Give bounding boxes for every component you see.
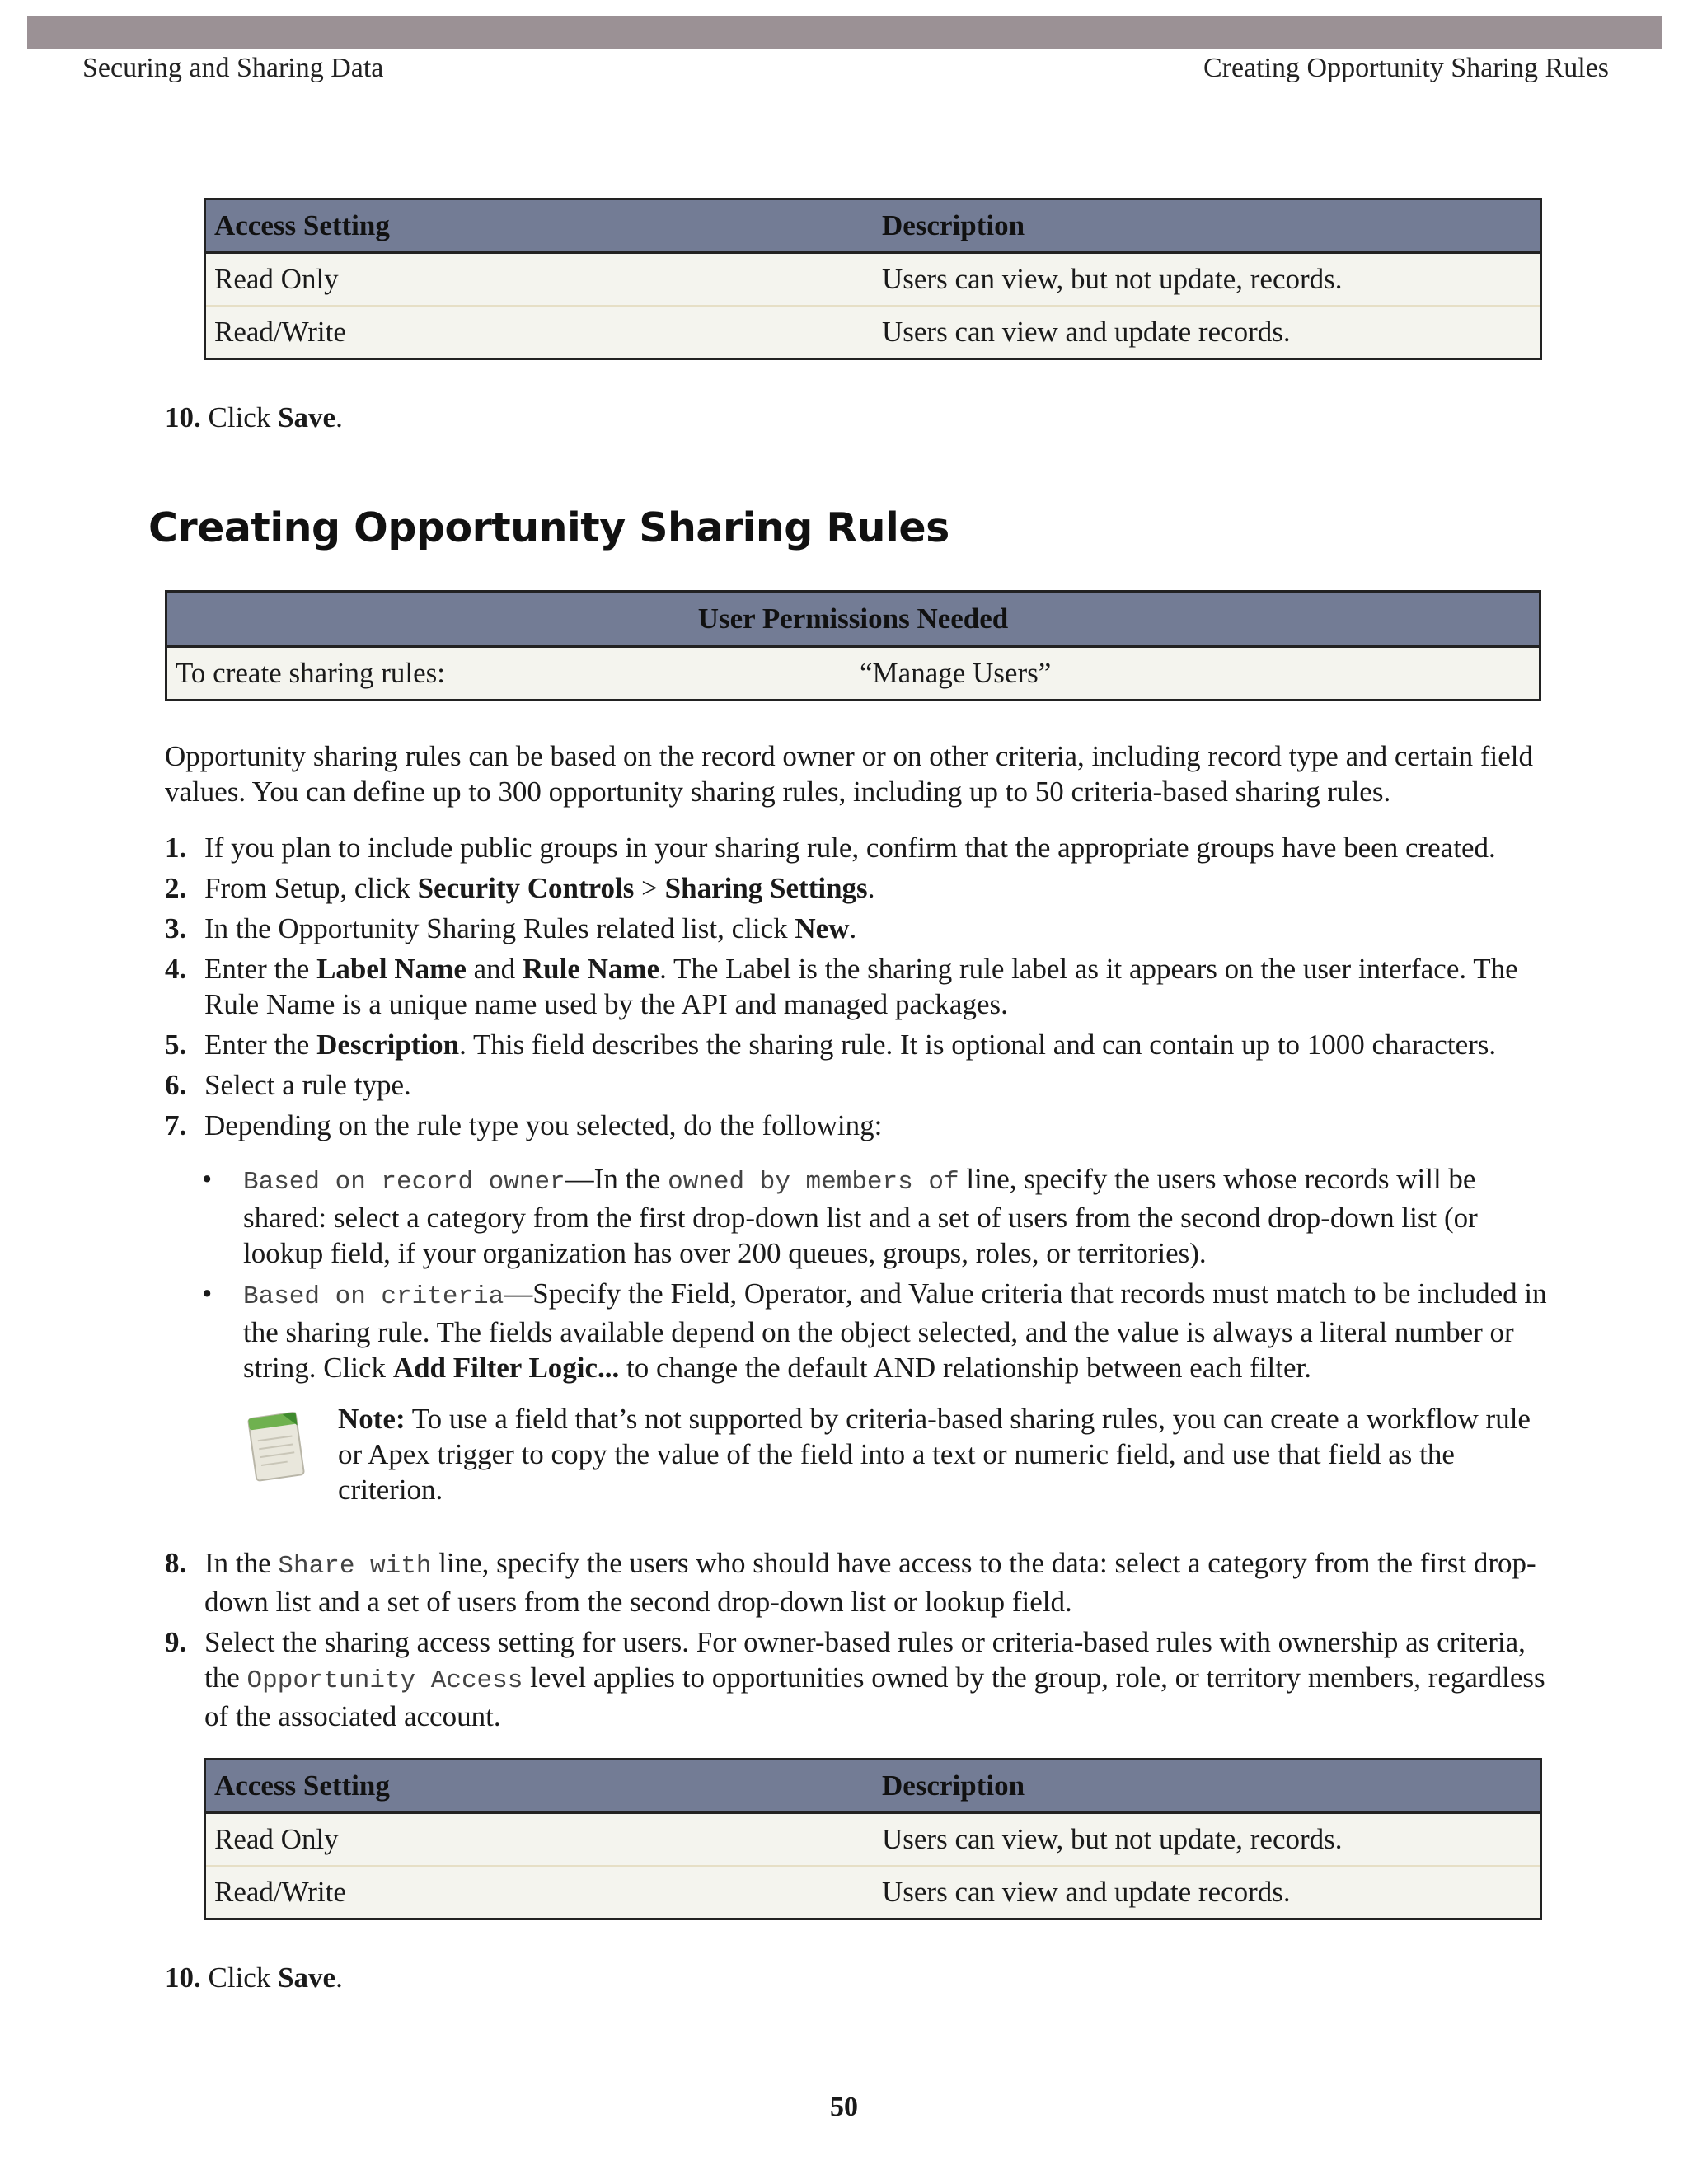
column-header-access-setting: Access Setting bbox=[205, 199, 874, 253]
step-10-top bbox=[165, 401, 343, 434]
step-text: > bbox=[634, 872, 665, 904]
step-number: 4. bbox=[165, 953, 187, 985]
step-text: Select the sharing access setting for users. For owner-based rules or criteria-based rules with ownership as criteria, the bbox=[204, 1626, 1526, 1694]
table-row bbox=[205, 1813, 1541, 1867]
step-text: . bbox=[867, 872, 875, 904]
list-item bbox=[165, 870, 1558, 906]
table-cell: Read Only bbox=[205, 253, 874, 307]
note-label: Note: bbox=[338, 1403, 406, 1435]
table-cell: Users can view, but not update, records. bbox=[874, 253, 1541, 307]
table-row bbox=[205, 253, 1541, 307]
bullet-text: to change the default AND relationship between each filter. bbox=[619, 1352, 1311, 1384]
code-text: owned by members of bbox=[668, 1168, 959, 1197]
note-text bbox=[338, 1401, 1558, 1507]
table-cell: Read/Write bbox=[205, 306, 874, 359]
bullet: • bbox=[202, 1277, 213, 1310]
table-cell: Users can view and update records. bbox=[874, 306, 1541, 359]
step-text: line, specify the users who should have access to the data: select a category from the first drop-down list and a set of users from the second drop-down list or lookup field. bbox=[204, 1547, 1536, 1618]
list-item bbox=[165, 1027, 1558, 1062]
step-bold: Rule Name bbox=[522, 953, 660, 985]
table-cell: Read/Write bbox=[205, 1866, 874, 1919]
step-text: In the Opportunity Sharing Rules related list, click bbox=[204, 912, 795, 944]
step-text: In the bbox=[204, 1547, 279, 1579]
permission-value: “Manage Users” bbox=[851, 647, 1540, 701]
table-row bbox=[166, 647, 1540, 701]
access-setting-table-bottom bbox=[204, 1758, 1542, 1920]
step-bold: Label Name bbox=[316, 953, 467, 985]
rule-type-bullets bbox=[202, 1161, 1554, 1390]
list-item bbox=[202, 1276, 1554, 1385]
list-item bbox=[165, 951, 1558, 1022]
step-text: . bbox=[335, 401, 343, 434]
list-item bbox=[165, 911, 1558, 946]
step-bold: New bbox=[795, 912, 850, 944]
step-text: . bbox=[849, 912, 857, 944]
step-text: . bbox=[335, 1961, 343, 1994]
step-bold: Save bbox=[278, 401, 336, 434]
list-item bbox=[165, 1067, 1558, 1103]
steps-list bbox=[165, 830, 1558, 1148]
user-permissions-table bbox=[165, 590, 1541, 701]
note-pad-icon bbox=[244, 1405, 312, 1488]
step-bold: Save bbox=[278, 1961, 336, 1994]
code-text: Opportunity Access bbox=[246, 1666, 523, 1695]
step-text: Select a rule type. bbox=[204, 1069, 411, 1101]
step-number: 8. bbox=[165, 1547, 187, 1579]
step-text: If you plan to include public groups in your sharing rule, confirm that the appropriate groups have been created. bbox=[204, 832, 1496, 864]
steps-list-continued bbox=[165, 1545, 1558, 1739]
permission-label: To create sharing rules: bbox=[166, 647, 852, 701]
bullet-bold: Add Filter Logic... bbox=[392, 1352, 620, 1384]
step-number: 3. bbox=[165, 912, 187, 944]
step-number: 2. bbox=[165, 872, 187, 904]
running-header-right: Creating Opportunity Sharing Rules bbox=[1203, 53, 1609, 83]
column-header-description: Description bbox=[874, 199, 1541, 253]
running-header-left: Securing and Sharing Data bbox=[82, 53, 384, 83]
header-bar bbox=[27, 16, 1662, 49]
code-text: Share with bbox=[278, 1552, 432, 1581]
step-text: Click bbox=[208, 1961, 279, 1994]
step-number: 9. bbox=[165, 1626, 187, 1658]
note-body: To use a field that’s not supported by criteria-based sharing rules, you can create a workflow rule or Apex trigger to copy the value of the field into a text or numeric field, and use that field as the criterion. bbox=[338, 1403, 1531, 1506]
page-number: 50 bbox=[830, 2092, 858, 2122]
step-10-bottom bbox=[165, 1961, 343, 1994]
intro-paragraph: Opportunity sharing rules can be based on the record owner or on other criteria, including record type and certain field values. You can define up to 300 opportunity sharing rules, including up to 50 criteria-based sharing rules. bbox=[165, 740, 1533, 808]
step-bold: Description bbox=[316, 1029, 460, 1061]
table-cell: Users can view, but not update, records. bbox=[874, 1813, 1541, 1867]
table-cell: Read Only bbox=[205, 1813, 874, 1867]
step-text: Enter the bbox=[204, 953, 317, 985]
list-item bbox=[165, 1624, 1558, 1734]
step-bold: Security Controls bbox=[417, 872, 635, 904]
step-text: From Setup, click bbox=[204, 872, 418, 904]
bullet-text: —Specify the Field, Operator, and Value criteria that records must match to be included in the sharing rule. The fields available depend on the object selected, and the value is always a literal number or string. Click bbox=[243, 1277, 1547, 1384]
column-header-description: Description bbox=[874, 1760, 1541, 1813]
table-cell: Users can view and update records. bbox=[874, 1866, 1541, 1919]
list-item bbox=[165, 830, 1558, 865]
step-text: Enter the bbox=[204, 1029, 317, 1061]
access-setting-table-top bbox=[204, 198, 1542, 360]
bullet-text: line, specify the users whose records will be shared: select a category from the first drop-down list and a set of users from the second drop-down list (or lookup field, if your organization has over 200 queues, groups, roles, or territories). bbox=[243, 1163, 1478, 1269]
step-text: . This field describes the sharing rule. It is optional and can contain up to 1000 characters. bbox=[459, 1029, 1497, 1061]
step-number: 5. bbox=[165, 1029, 187, 1061]
column-header-access-setting: Access Setting bbox=[205, 1760, 874, 1813]
code-text: Based on record owner bbox=[243, 1168, 565, 1197]
table-row bbox=[205, 306, 1541, 359]
step-number: 7. bbox=[165, 1109, 187, 1141]
step-number: 6. bbox=[165, 1069, 187, 1101]
step-number: 1. bbox=[165, 832, 187, 864]
list-item bbox=[165, 1108, 1558, 1143]
bullet: • bbox=[202, 1163, 213, 1195]
step-text: level applies to opportunities owned by the group, role, or territory members, regardless of the associated account. bbox=[204, 1661, 1545, 1732]
step-number: 10. bbox=[165, 1961, 201, 1994]
section-title: Creating Opportunity Sharing Rules bbox=[148, 504, 950, 551]
list-item bbox=[165, 1545, 1558, 1619]
step-text: Depending on the rule type you selected, do the following: bbox=[204, 1109, 883, 1141]
permissions-header: User Permissions Needed bbox=[166, 592, 1540, 647]
step-text: Click bbox=[208, 401, 279, 434]
table-row bbox=[205, 1866, 1541, 1919]
step-text: . The Label is the sharing rule label as it appears on the user interface. The Rule Name is a unique name used by the API and managed packages. bbox=[204, 953, 1518, 1020]
step-number: 10. bbox=[165, 401, 201, 434]
step-bold: Sharing Settings bbox=[664, 872, 868, 904]
code-text: Based on criteria bbox=[243, 1282, 504, 1311]
bullet-text: —In the bbox=[565, 1163, 668, 1195]
step-text: and bbox=[466, 953, 523, 985]
list-item bbox=[202, 1161, 1554, 1271]
